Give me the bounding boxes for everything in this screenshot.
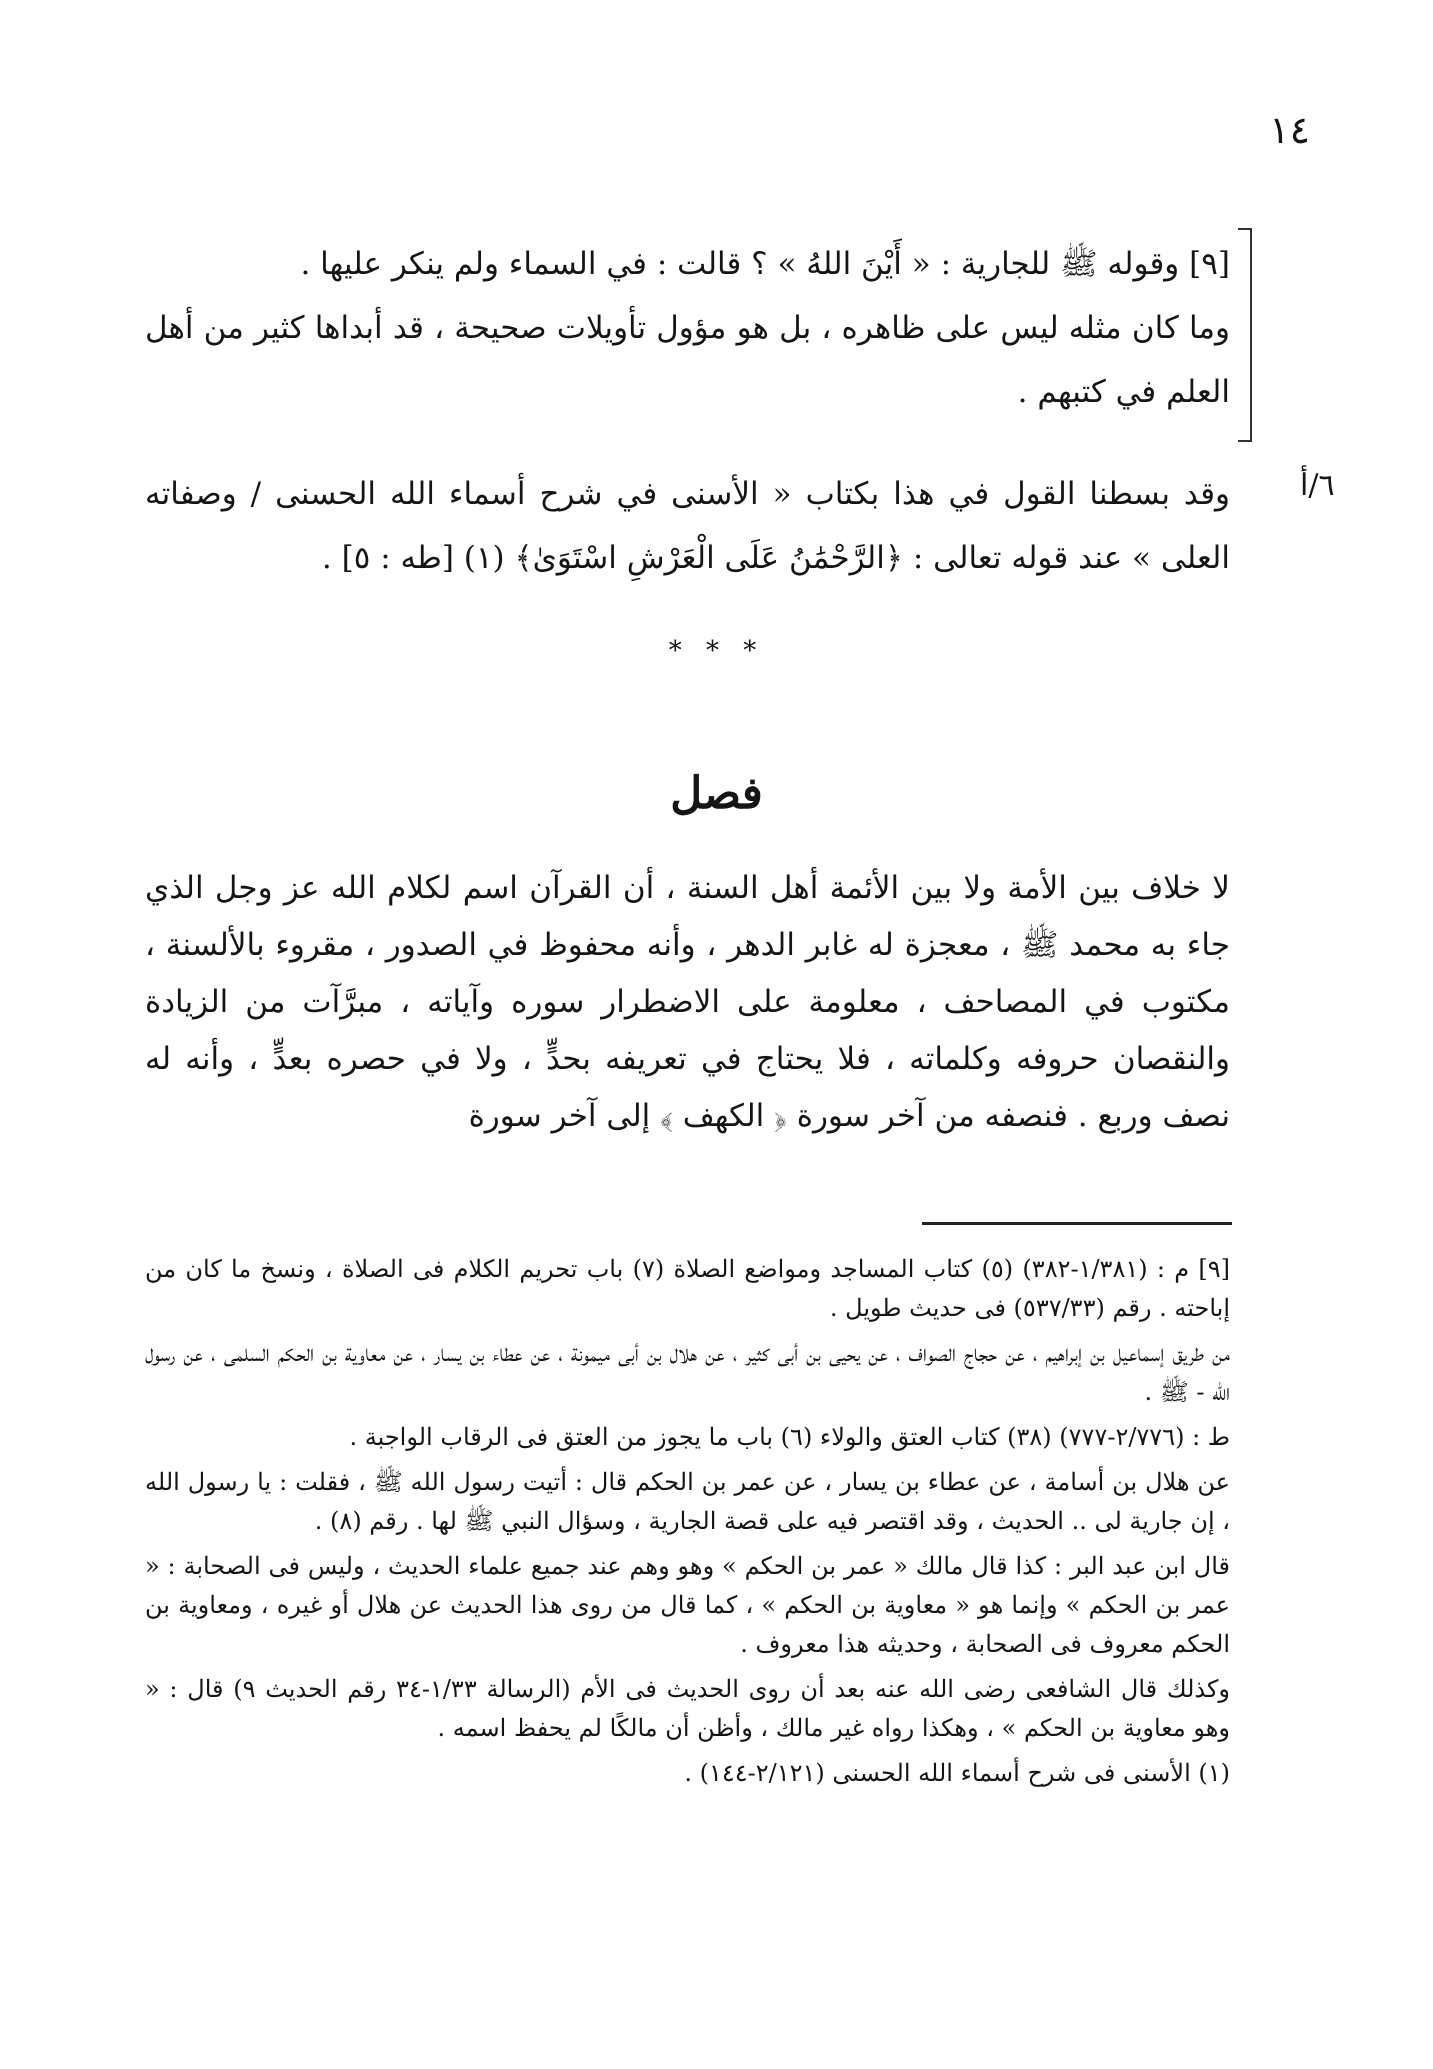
footnote: قال ابن عبد البر : كذا قال مالك « عمر بن الحكم » وهو وهم عند جميع علماء الحديث ، وليس فى الصحابة : « عمر بن الحكم » وإنما هو « معاوية بن الحكم » ، كما قال من روى هذا الحديث عن هلال أو غيره ، ومعاوية بن الحكم معروف فى الصحابة ، وحديثه هذا معروف .: [145, 1552, 1230, 1658]
footnote: [٩] م : (١/٣٨١-٣٨٢) (٥) كتاب المساجد ومواضع الصلاة (٧) باب تحريم الكلام فى الصلاة ، ونسخ ما كان من إباحته . رقم (٥٣٧/٣٣) فى حديث طويل .: [145, 1255, 1231, 1322]
footnotes: [145, 1250, 1230, 1799]
quote-bracket: [1238, 228, 1252, 442]
footnote: عن هلال بن أسامة ، عن عطاء بن يسار ، عن عمر بن الحكم قال : أتيت رسول الله ﷺ ، فقلت : يا رسول الله ، إن جارية لى .. الحديث ، وقد اقتصر فيه على قصة الجارية ، وسؤال النبي ﷺ لها . رقم (٨) .: [145, 1468, 1230, 1535]
margin-folio-note: ٦/أ: [1300, 468, 1335, 503]
footnote: من طريق إسماعيل بن إبراهيم ، عن حجاج الصواف ، عن يحيى بن أبى كثير ، عن هلال بن أبى ميمونة ، عن عطاء بن يسار ، عن معاوية بن الحكم السلمى ، عن رسول الله - ﷺ .: [145, 1339, 1230, 1406]
hadith-quote-block: [145, 232, 1230, 424]
footnote: وكذلك قال الشافعى رضى الله عنه بعد أن روى الحديث فى الأم (الرسالة ١/٣٣-٣٤ رقم الحديث ٩) قال : « وهو معاوية بن الحكم » ، وهكذا رواه غير مالك ، وأظن أن مالكًا لم يحفظ اسمه .: [145, 1675, 1230, 1742]
footnote-divider: [922, 1222, 1232, 1225]
page-number: ١٤: [1269, 108, 1310, 152]
footnote: ط : (٢/٧٧٦-٧٧٧) (٣٨) كتاب العتق والولاء (٦) باب ما يجوز من العتق فى الرقاب الواجبة .: [349, 1423, 1230, 1451]
section-title: فصل: [670, 768, 763, 819]
hadith-quote-line: [٩] وقوله ﷺ للجارية : « أَيْنَ اللهُ » ؟ قالت : في السماء ولم ينكر عليها .: [300, 246, 1230, 282]
section-body: [145, 860, 1230, 1145]
asna-reference-text: وقد بسطنا القول في هذا بكتاب « الأسنى في شرح أسماء الله الحسنى / وصفاته العلى » عند قوله تعالى : ﴿الرَّحْمَٰنُ عَلَى الْعَرْشِ اسْتَوَىٰ﴾ (١) [طه : ٥] .: [145, 476, 1230, 576]
section-paragraph: لا خلاف بين الأمة ولا بين الأئمة أهل السنة ، أن القرآن اسم لكلام الله عز وجل الذي جاء به محمد ﷺ ، معجزة له غابر الدهر ، وأنه محفوظ في الصدور ، مقروء بالألسنة ، مكتوب في المصاحف ، معلومة على الاضطرار سوره وآياته ، مبرَّآت من الزيادة والنقصان حروفه وكلماته ، فلا يحتاج في تعريفه بحدٍّ ، ولا في حصره بعدٍّ ، وأنه له نصف وربع . فنصفه من آخر سورة ﴿ الكهف ﴾ إلى آخر سورة: [145, 870, 1230, 1134]
section-separator: * * *: [668, 636, 765, 666]
hadith-quote-commentary: وما كان مثله ليس على ظاهره ، بل هو مؤول تأويلات صحيحة ، قد أبداها كثير من أهل العلم في كتبهم .: [145, 310, 1230, 410]
asna-reference-paragraph: [145, 462, 1230, 590]
footnote: (١) الأسنى فى شرح أسماء الله الحسنى (٢/١٢١-١٤٤) .: [684, 1759, 1230, 1787]
